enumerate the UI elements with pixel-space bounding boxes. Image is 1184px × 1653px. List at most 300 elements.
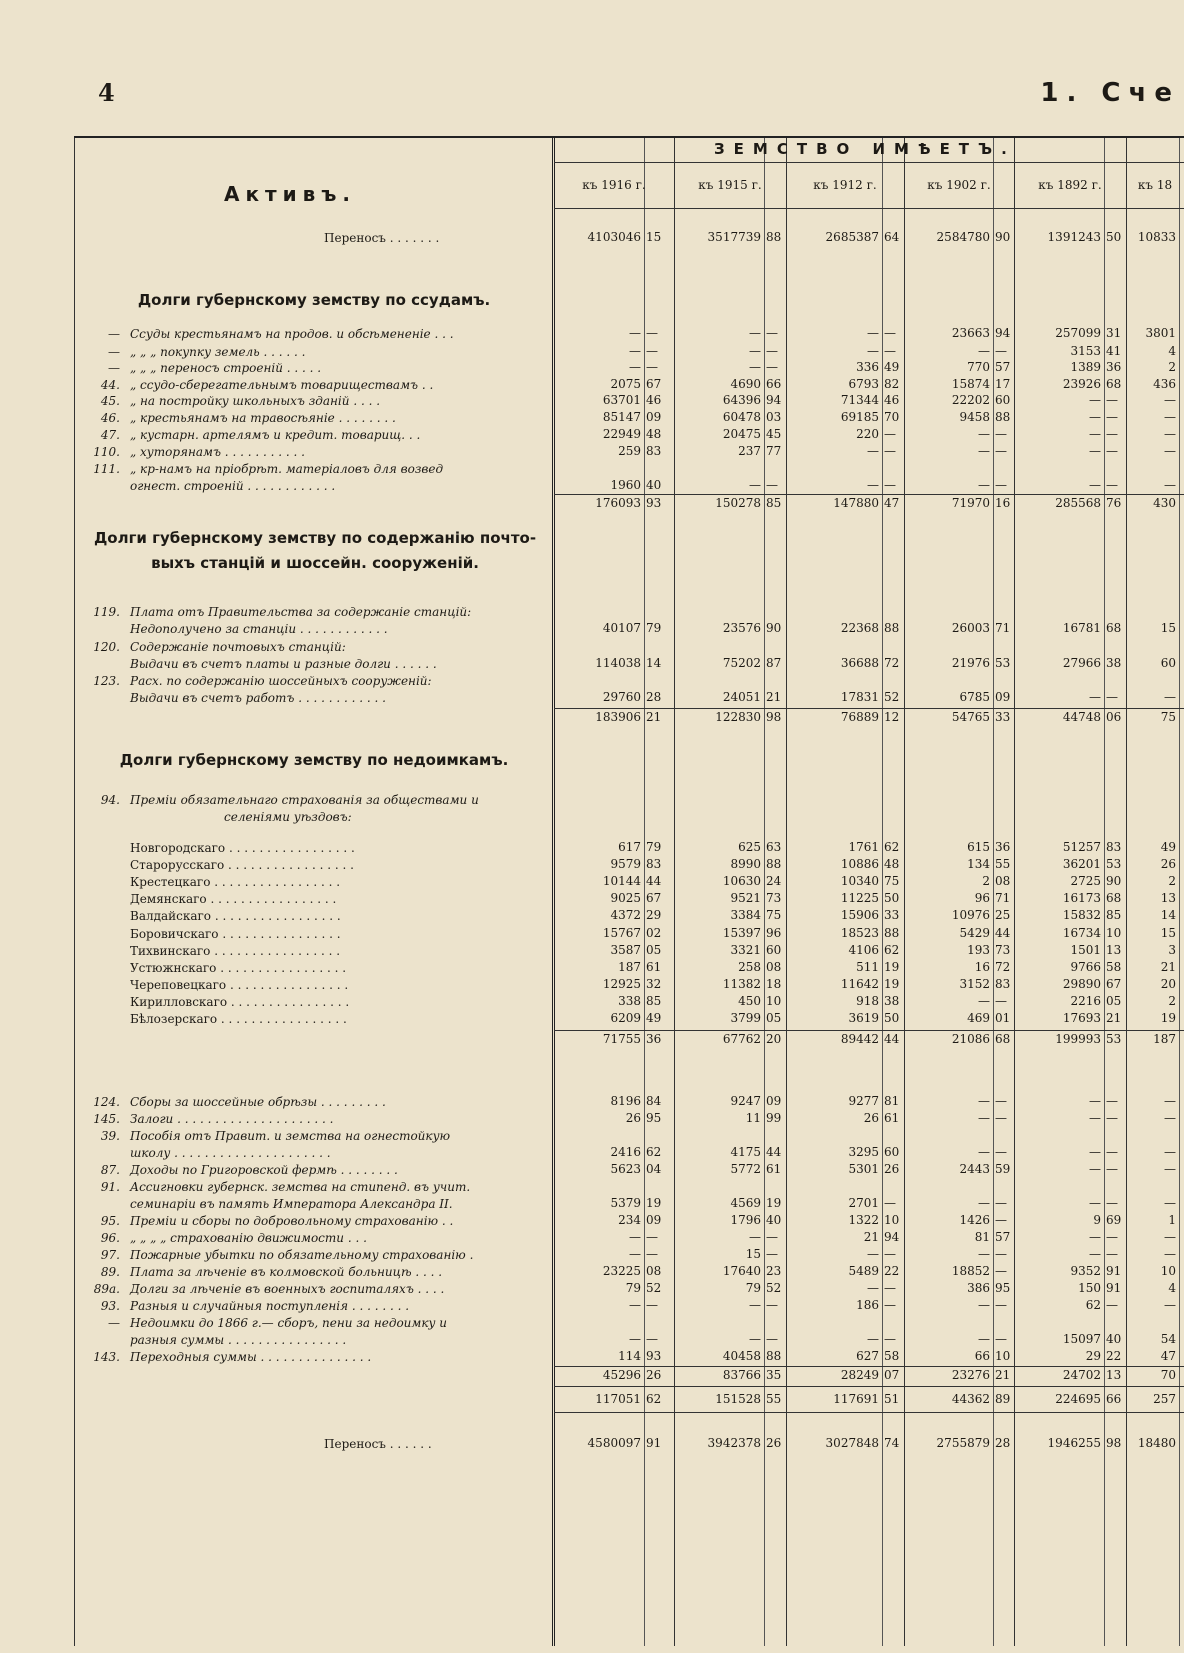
amount-kopecks: 79 xyxy=(646,840,662,854)
amount-rubles: 71755 xyxy=(602,1032,641,1046)
amount-rubles: 2075 xyxy=(610,377,641,391)
amount-kopecks: 83 xyxy=(646,857,662,872)
amount-rubles: — xyxy=(978,1298,990,1312)
amount-kopecks: 62 xyxy=(884,840,900,854)
amount-rubles: 8990 xyxy=(730,857,761,872)
row-label: Пособія отъ Правит. и земства на огнестойкую xyxy=(130,1129,451,1143)
amount-kopecks: — xyxy=(995,1213,1007,1227)
subtotal-rule xyxy=(554,1386,1184,1387)
amount-rubles: 60 xyxy=(1160,656,1176,670)
row-number: 45. xyxy=(100,394,120,408)
amount-rubles: 22368 xyxy=(840,621,879,635)
amount-kopecks: 13 xyxy=(1106,1368,1122,1382)
amount-kopecks: 57 xyxy=(995,1230,1011,1244)
amount-kopecks: — xyxy=(1106,427,1118,441)
subtotal-rule xyxy=(554,494,1184,495)
amount-rubles: 2 xyxy=(1168,993,1176,1008)
amount-rubles: 79 xyxy=(625,1281,641,1295)
subtotal-rule xyxy=(554,1366,1184,1367)
amount-rubles: 770 xyxy=(967,360,990,374)
amount-rubles: — xyxy=(629,326,641,340)
amount-rubles: 3942378 xyxy=(707,1436,761,1450)
subtotal-rule xyxy=(554,708,1184,709)
amount-rubles: 12925 xyxy=(602,976,641,991)
amount-rubles: — xyxy=(978,993,990,1008)
amount-rubles: 23926 xyxy=(1062,377,1101,391)
amount-kopecks: 85 xyxy=(646,993,662,1008)
amount-kopecks: 21 xyxy=(1106,1011,1122,1025)
amount-kopecks: 33 xyxy=(995,710,1011,724)
amount-kopecks: 14 xyxy=(646,656,662,670)
amount-kopecks: 68 xyxy=(1106,891,1122,906)
amount-kopecks: 93 xyxy=(646,1349,662,1363)
amount-rubles: 3152 xyxy=(959,976,990,991)
amount-kopecks: 72 xyxy=(995,959,1011,974)
row-number: 94. xyxy=(100,793,120,807)
row-number: 145. xyxy=(93,1112,120,1126)
amount-kopecks: 89 xyxy=(995,1392,1011,1406)
amount-rubles: — xyxy=(1164,444,1176,458)
amount-rubles: — xyxy=(749,478,761,492)
page-number: 4 xyxy=(98,78,115,107)
amount-kopecks: — xyxy=(1106,393,1118,407)
amount-kopecks: 66 xyxy=(1106,1392,1122,1406)
amount-rubles: 3799 xyxy=(730,1011,761,1025)
amount-rubles: 23276 xyxy=(951,1368,990,1382)
row-number: 123. xyxy=(93,674,120,688)
row-label: Недоимки до 1866 г.— сборъ, пени за недоимку и xyxy=(130,1316,448,1330)
amount-rubles: — xyxy=(1089,1162,1101,1176)
amount-kopecks: 57 xyxy=(995,360,1011,374)
amount-kopecks: 62 xyxy=(646,1392,662,1406)
amount-rubles: 625 xyxy=(738,840,761,854)
amount-kopecks: — xyxy=(766,1332,778,1346)
amount-kopecks: 19 xyxy=(646,1196,662,1210)
amount-rubles: — xyxy=(978,1145,990,1159)
amount-rubles: 3321 xyxy=(730,942,761,957)
amount-rubles: — xyxy=(749,1230,761,1244)
amount-rubles: — xyxy=(978,1094,990,1108)
row-number: 91. xyxy=(100,1180,120,1194)
amount-rubles: 2216 xyxy=(1070,993,1101,1008)
amount-kopecks: — xyxy=(884,444,896,458)
amount-rubles: — xyxy=(749,1298,761,1312)
amount-kopecks: 88 xyxy=(766,857,782,872)
amount-rubles: — xyxy=(1164,1094,1176,1108)
amount-rubles: 26 xyxy=(863,1111,879,1125)
amount-kopecks: 67 xyxy=(1106,976,1122,991)
amount-kopecks: — xyxy=(766,1298,778,1312)
left-frame-rule xyxy=(74,138,75,1646)
amount-kopecks: 05 xyxy=(646,942,662,957)
amount-kopecks: 61 xyxy=(766,1162,782,1176)
amount-kopecks: 77 xyxy=(766,444,782,458)
amount-rubles: 60478 xyxy=(722,410,761,424)
amount-rubles: 21086 xyxy=(951,1032,990,1046)
amount-kopecks: 12 xyxy=(884,710,900,724)
amount-rubles: 21 xyxy=(863,1230,879,1244)
amount-rubles: 8196 xyxy=(610,1094,641,1108)
amount-rubles: 22202 xyxy=(951,393,990,407)
amount-rubles: 1796 xyxy=(730,1213,761,1227)
amount-kopecks: 52 xyxy=(646,1281,662,1295)
kopeck-divider xyxy=(764,138,765,1646)
amount-kopecks: 46 xyxy=(884,393,900,407)
row-label: Переходныя суммы . . . . . . . . . . . . . . . xyxy=(130,1350,372,1364)
amount-kopecks: 20 xyxy=(766,1032,782,1046)
amount-kopecks: 51 xyxy=(884,1392,900,1406)
amount-kopecks: 73 xyxy=(995,942,1011,957)
amount-rubles: 11642 xyxy=(840,976,879,991)
amount-rubles: 257 xyxy=(1153,1392,1176,1406)
amount-rubles: 2443 xyxy=(959,1162,990,1176)
row-label: Преміи обязательнаго страхованія за обществами и xyxy=(130,793,479,807)
amount-kopecks: 53 xyxy=(995,656,1011,670)
row-label-cont: Выдачи въ счетъ платы и разные долги . . . . . . xyxy=(130,657,437,671)
amount-rubles: 450 xyxy=(738,993,761,1008)
amount-rubles: 9458 xyxy=(959,410,990,424)
amount-rubles: 338 xyxy=(618,993,641,1008)
amount-kopecks: 08 xyxy=(766,959,782,974)
amount-rubles: 75 xyxy=(1160,710,1176,724)
amount-rubles: 6209 xyxy=(610,1011,641,1025)
amount-rubles: — xyxy=(1089,478,1101,492)
amount-rubles: 16781 xyxy=(1062,621,1101,635)
amount-kopecks: 83 xyxy=(1106,840,1122,854)
amount-kopecks: 36 xyxy=(646,1032,662,1046)
amount-kopecks: 50 xyxy=(884,1011,900,1025)
amount-rubles: — xyxy=(629,1247,641,1261)
row-label: Разныя и случайныя поступленія . . . . . . . . xyxy=(130,1299,410,1313)
kopeck-divider xyxy=(644,138,645,1646)
amount-rubles: 70 xyxy=(1160,1368,1176,1382)
amount-rubles: 3027848 xyxy=(825,1436,879,1450)
row-label-cont: Выдачи въ счетъ работъ . . . . . . . . . . . . xyxy=(130,691,386,705)
row-number: 110. xyxy=(93,445,120,459)
amount-kopecks: 28 xyxy=(646,690,662,704)
amount-rubles: 3517739 xyxy=(707,230,761,244)
amount-kopecks: 90 xyxy=(1106,874,1122,889)
amount-rubles: — xyxy=(867,1332,879,1346)
zemstvo-header: ЗЕМСТВО ИМѢЕТЪ. xyxy=(714,140,1016,158)
amount-rubles: 2 xyxy=(1168,360,1176,374)
amount-rubles: 67762 xyxy=(722,1032,761,1046)
amount-rubles: 3801 xyxy=(1145,326,1176,340)
amount-rubles: 20475 xyxy=(722,427,761,441)
district-label: Бѣлозерскаго . . . . . . . . . . . . . . . . . xyxy=(130,1012,347,1026)
amount-rubles: — xyxy=(629,344,641,358)
amount-kopecks: 88 xyxy=(766,1349,782,1363)
amount-kopecks: — xyxy=(884,326,896,340)
amount-rubles: — xyxy=(1164,1230,1176,1244)
amount-kopecks: 75 xyxy=(766,908,782,923)
row-number: — xyxy=(108,345,120,359)
amount-rubles: 224695 xyxy=(1055,1392,1101,1406)
amount-rubles: 10 xyxy=(1160,1264,1176,1278)
amount-rubles: 6785 xyxy=(959,690,990,704)
amount-kopecks: — xyxy=(766,1230,778,1244)
amount-kopecks: 94 xyxy=(766,393,782,407)
year-heading: къ 1915 г. xyxy=(698,178,762,192)
amount-kopecks: 88 xyxy=(766,230,782,244)
amount-rubles: 21 xyxy=(1160,959,1176,974)
amount-rubles: 71970 xyxy=(951,496,990,510)
amount-kopecks: 66 xyxy=(766,377,782,391)
section-title: Долги губернскому земству по ссудамъ. xyxy=(137,291,491,309)
amount-kopecks: 53 xyxy=(1106,857,1122,872)
amount-kopecks: 21 xyxy=(646,710,662,724)
amount-kopecks: 96 xyxy=(766,925,782,940)
amount-rubles: 2 xyxy=(1168,874,1176,889)
amount-kopecks: 61 xyxy=(646,959,662,974)
amount-rubles: — xyxy=(1164,1298,1176,1312)
amount-rubles: 27966 xyxy=(1062,656,1101,670)
amount-rubles: — xyxy=(629,1298,641,1312)
amount-kopecks: — xyxy=(1106,410,1118,424)
row-label-cont: селеніями уѣздовъ: xyxy=(224,810,352,824)
amount-rubles: 511 xyxy=(856,959,879,974)
amount-rubles: 44748 xyxy=(1062,710,1101,724)
amount-rubles: 9 xyxy=(1093,1213,1101,1227)
row-label-cont: огнест. строеній . . . . . . . . . . . . xyxy=(130,479,336,493)
subtotal-rule xyxy=(554,1030,1184,1031)
amount-rubles: 10886 xyxy=(840,857,879,872)
amount-rubles: 1946255 xyxy=(1047,1436,1101,1450)
amount-rubles: 29 xyxy=(1085,1349,1101,1363)
amount-rubles: 75202 xyxy=(722,656,761,670)
amount-kopecks: — xyxy=(1106,444,1118,458)
amount-rubles: 5379 xyxy=(610,1196,641,1210)
section-title: Долги губернскому земству по недоимкамъ. xyxy=(119,751,509,769)
amount-kopecks: 58 xyxy=(1106,959,1122,974)
amount-rubles: — xyxy=(1089,1247,1101,1261)
amount-kopecks: — xyxy=(884,1281,896,1295)
amount-rubles: — xyxy=(1089,1145,1101,1159)
kopeck-divider xyxy=(993,138,994,1646)
amount-kopecks: 91 xyxy=(1106,1264,1122,1278)
amount-rubles: 17831 xyxy=(840,690,879,704)
amount-rubles: 3619 xyxy=(848,1011,879,1025)
amount-kopecks: 36 xyxy=(995,840,1011,854)
amount-kopecks: — xyxy=(995,1196,1007,1210)
amount-kopecks: 91 xyxy=(1106,1281,1122,1295)
year-heading: къ 1902 г. xyxy=(927,178,991,192)
amount-rubles: 62 xyxy=(1085,1298,1101,1312)
amount-kopecks: 19 xyxy=(766,1196,782,1210)
amount-kopecks: 10 xyxy=(766,993,782,1008)
amount-kopecks: 10 xyxy=(884,1213,900,1227)
amount-rubles: — xyxy=(749,344,761,358)
amount-kopecks: 71 xyxy=(995,891,1011,906)
row-number: 95. xyxy=(100,1214,120,1228)
amount-kopecks: 94 xyxy=(995,326,1011,340)
district-label: Череповецкаго . . . . . . . . . . . . . . . . xyxy=(130,977,349,992)
row-label: Плата отъ Правительства за содержаніе станцій: xyxy=(130,605,472,619)
amount-kopecks: 98 xyxy=(1106,1436,1122,1450)
amount-kopecks: 87 xyxy=(766,656,782,670)
amount-kopecks: 94 xyxy=(884,1230,900,1244)
amount-kopecks: 58 xyxy=(884,1349,900,1363)
amount-rubles: 2416 xyxy=(610,1145,641,1159)
kopeck-divider xyxy=(882,138,883,1646)
amount-rubles: 122830 xyxy=(715,710,761,724)
amount-kopecks: 10 xyxy=(1106,925,1122,940)
amount-rubles: 4106 xyxy=(848,942,879,957)
amount-kopecks: — xyxy=(995,444,1007,458)
amount-rubles: 3587 xyxy=(610,942,641,957)
amount-rubles: 16 xyxy=(974,959,990,974)
amount-kopecks: — xyxy=(995,1145,1007,1159)
amount-rubles: 1426 xyxy=(959,1213,990,1227)
amount-rubles: 151528 xyxy=(715,1392,761,1406)
amount-rubles: 26 xyxy=(625,1111,641,1125)
header-rule xyxy=(554,162,1184,163)
amount-rubles: 193 xyxy=(967,942,990,957)
amount-rubles: 69185 xyxy=(840,410,879,424)
row-number: 97. xyxy=(100,1248,120,1262)
amount-kopecks: 41 xyxy=(1106,344,1122,358)
amount-rubles: 96 xyxy=(974,891,990,906)
row-number: — xyxy=(108,327,120,341)
amount-kopecks: 21 xyxy=(995,1368,1011,1382)
amount-rubles: 22949 xyxy=(602,427,641,441)
amount-kopecks: 67 xyxy=(646,891,662,906)
amount-rubles: 15 xyxy=(745,1247,761,1261)
amount-kopecks: 67 xyxy=(646,377,662,391)
amount-kopecks: — xyxy=(1106,1162,1118,1176)
row-label: „ кустарн. артелямъ и кредит. товарищ. . . xyxy=(130,428,421,442)
amount-kopecks: 73 xyxy=(766,891,782,906)
amount-kopecks: 68 xyxy=(1106,621,1122,635)
amount-kopecks: — xyxy=(884,344,896,358)
row-label: „ хуторянамъ . . . . . . . . . . . xyxy=(130,445,305,459)
amount-rubles: 89442 xyxy=(840,1032,879,1046)
amount-rubles: 9247 xyxy=(730,1094,761,1108)
amount-kopecks: 88 xyxy=(884,621,900,635)
amount-rubles: 54765 xyxy=(951,710,990,724)
amount-kopecks: 28 xyxy=(995,1436,1011,1450)
row-label: Содержаніе почтовыхъ станцій: xyxy=(130,640,346,654)
amount-rubles: 5772 xyxy=(730,1162,761,1176)
amount-kopecks: 09 xyxy=(646,410,662,424)
amount-rubles: 11225 xyxy=(840,891,879,906)
amount-rubles: 1389 xyxy=(1070,360,1101,374)
amount-kopecks: — xyxy=(766,360,778,374)
amount-kopecks: — xyxy=(884,1247,896,1261)
amount-kopecks: 21 xyxy=(766,690,782,704)
amount-rubles: 40458 xyxy=(722,1349,761,1363)
amount-rubles: — xyxy=(1164,1145,1176,1159)
amount-rubles: 10976 xyxy=(951,908,990,923)
year-heading: къ 1916 г. xyxy=(582,178,646,192)
row-number: 124. xyxy=(93,1095,120,1109)
amount-rubles: 23225 xyxy=(602,1264,641,1278)
amount-rubles: 24051 xyxy=(722,690,761,704)
amount-rubles: 237 xyxy=(738,444,761,458)
row-label: „ кр-намъ на пріобрѣт. матеріаловъ для возвед xyxy=(130,462,444,476)
amount-kopecks: — xyxy=(646,344,658,358)
amount-kopecks: 88 xyxy=(995,410,1011,424)
row-label: „ „ „ покупку земель . . . . . . xyxy=(130,345,306,359)
amount-kopecks: — xyxy=(995,478,1007,492)
amount-kopecks: 03 xyxy=(766,410,782,424)
amount-kopecks: — xyxy=(646,1298,658,1312)
amount-rubles: — xyxy=(629,360,641,374)
amount-rubles: 5429 xyxy=(959,925,990,940)
amount-rubles: 3 xyxy=(1168,942,1176,957)
amount-kopecks: — xyxy=(766,344,778,358)
amount-rubles: 54 xyxy=(1160,1332,1176,1346)
amount-rubles: — xyxy=(978,1332,990,1346)
amount-rubles: 45296 xyxy=(602,1368,641,1382)
amount-rubles: 36688 xyxy=(840,656,879,670)
amount-rubles: 1322 xyxy=(848,1213,879,1227)
row-number: 44. xyxy=(100,378,120,392)
amount-rubles: 44362 xyxy=(951,1392,990,1406)
amount-rubles: 1960 xyxy=(610,478,641,492)
amount-rubles: 26003 xyxy=(951,621,990,635)
amount-kopecks: 63 xyxy=(766,840,782,854)
amount-rubles: 114 xyxy=(618,1349,641,1363)
amount-kopecks: — xyxy=(884,478,896,492)
amount-rubles: 9352 xyxy=(1070,1264,1101,1278)
amount-kopecks: 45 xyxy=(766,427,782,441)
amount-rubles: 19 xyxy=(1160,1011,1176,1025)
amount-kopecks: 70 xyxy=(884,410,900,424)
amount-rubles: 258 xyxy=(738,959,761,974)
amount-rubles: 1501 xyxy=(1070,942,1101,957)
amount-rubles: 187 xyxy=(618,959,641,974)
amount-rubles: 20 xyxy=(1160,976,1176,991)
amount-rubles: — xyxy=(1089,1230,1101,1244)
row-number: — xyxy=(108,1316,120,1330)
amount-kopecks: 60 xyxy=(766,942,782,957)
amount-rubles: 13 xyxy=(1160,891,1176,906)
row-label-cont: Недополучено за станціи . . . . . . . . . . . . xyxy=(130,622,388,636)
amount-rubles: 2584780 xyxy=(936,230,990,244)
amount-rubles: — xyxy=(1089,1094,1101,1108)
amount-rubles: — xyxy=(1164,1247,1176,1261)
amount-kopecks: 52 xyxy=(766,1281,782,1295)
amount-rubles: 51257 xyxy=(1062,840,1101,854)
amount-kopecks: 68 xyxy=(995,1032,1011,1046)
amount-kopecks: 44 xyxy=(766,1145,782,1159)
amount-rubles: 2 xyxy=(982,874,990,889)
amount-rubles: — xyxy=(1164,1162,1176,1176)
amount-kopecks: 26 xyxy=(884,1162,900,1176)
amount-rubles: 117691 xyxy=(833,1392,879,1406)
amount-kopecks: — xyxy=(995,1298,1007,1312)
amount-kopecks: 49 xyxy=(646,1011,662,1025)
amount-rubles: 79 xyxy=(745,1281,761,1295)
row-number: 87. xyxy=(100,1163,120,1177)
amount-rubles: — xyxy=(1089,427,1101,441)
amount-kopecks: 49 xyxy=(884,360,900,374)
row-number: 89. xyxy=(100,1265,120,1279)
amount-rubles: 6793 xyxy=(848,377,879,391)
row-label-cont: семинаріи въ память Императора Александра II. xyxy=(130,1197,453,1211)
amount-kopecks: 50 xyxy=(884,891,900,906)
amount-kopecks: 07 xyxy=(884,1368,900,1382)
amount-kopecks: 62 xyxy=(646,1145,662,1159)
amount-kopecks: 82 xyxy=(884,377,900,391)
amount-kopecks: 76 xyxy=(1106,496,1122,510)
amount-rubles: — xyxy=(629,1332,641,1346)
section-title: выхъ станцій и шоссейн. сооруженій. xyxy=(151,554,479,572)
amount-kopecks: 75 xyxy=(884,874,900,889)
amount-rubles: 234 xyxy=(618,1213,641,1227)
amount-kopecks: 83 xyxy=(646,444,662,458)
